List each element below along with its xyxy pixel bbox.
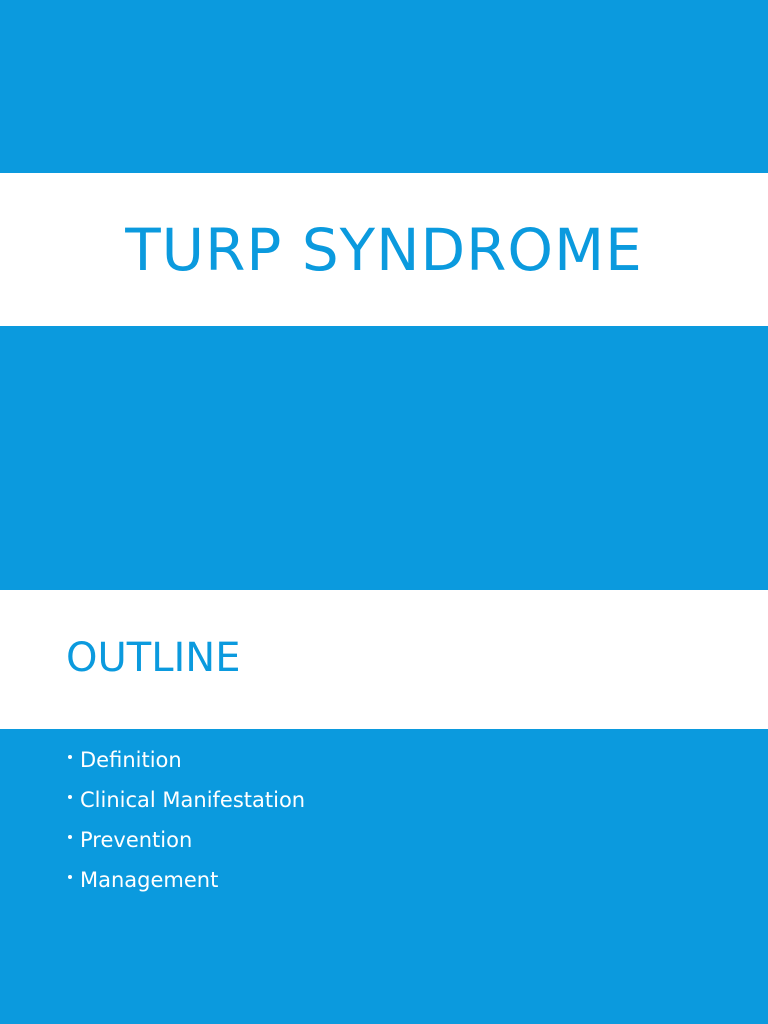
bullet-text: Management: [80, 868, 219, 892]
bullet-text: Clinical Manifestation: [80, 788, 306, 812]
outline-slide: [0, 590, 768, 1024]
bullet-item: [66, 747, 305, 787]
outline-band: [0, 590, 768, 729]
outline-heading: OUTLINE: [66, 635, 241, 681]
bullet-item: [66, 867, 305, 907]
bullet-dot-icon: [68, 795, 72, 799]
outline-bullet-list: [66, 747, 305, 907]
bullet-dot-icon: [68, 875, 72, 879]
bullet-item: [66, 827, 305, 867]
bullet-text: Prevention: [80, 828, 193, 852]
title-band: [0, 173, 768, 326]
bullet-text: Definition: [80, 748, 182, 772]
bullet-dot-icon: [68, 755, 72, 759]
bullet-dot-icon: [68, 835, 72, 839]
bullet-item: [66, 787, 305, 827]
slide-title: TURP SYNDROME: [125, 215, 643, 284]
